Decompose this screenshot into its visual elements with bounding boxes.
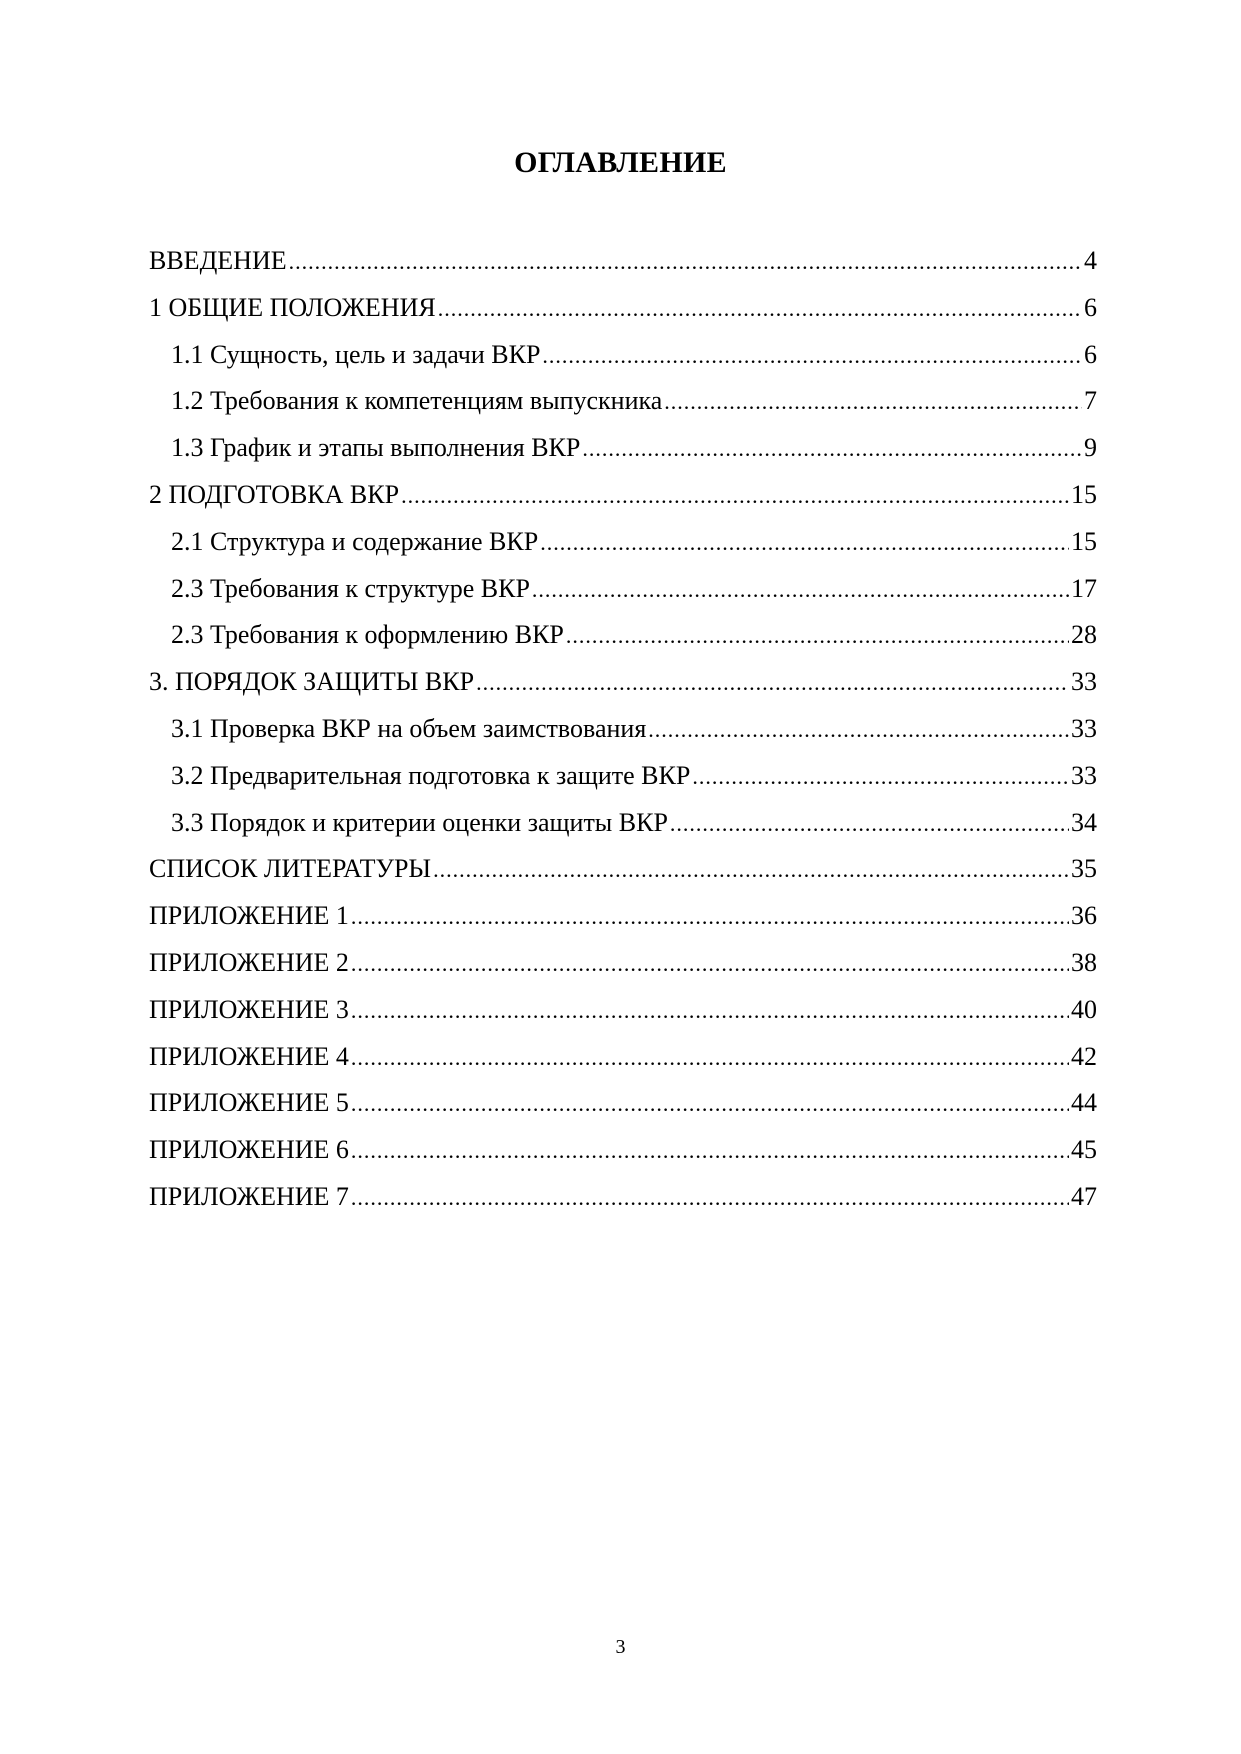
toc-dot-leader [670,801,1069,847]
toc-entry-page: 42 [1071,1041,1097,1071]
toc-entry-page: 40 [1071,994,1097,1024]
toc-entry-section-2-2[interactable] [149,566,1097,613]
page-title: ОГЛАВЛЕНИЕ [514,146,727,179]
toc-entry-page: 7 [1084,386,1097,416]
toc-dot-leader [566,613,1069,659]
toc-entry-appendix-4[interactable] [149,1034,1097,1081]
toc-entry-appendix-3[interactable] [149,987,1097,1034]
toc-entry-section-1[interactable] [149,285,1097,332]
toc-entry-label: ПРИЛОЖЕНИЕ 3 [149,994,349,1024]
toc-entry-page: 44 [1071,1088,1097,1118]
toc-entry-label: 2.3 Требования к оформлению ВКР [171,620,564,650]
toc-entry-section-1-1[interactable] [149,332,1097,379]
toc-entry-label: ПРИЛОЖЕНИЕ 7 [149,1181,349,1211]
toc-entry-page: 6 [1084,339,1097,369]
toc-dot-leader [648,707,1069,753]
toc-dot-leader [401,473,1069,519]
toc-entry-page: 4 [1084,246,1097,275]
toc-dot-leader [664,379,1082,425]
toc-dot-leader [351,1035,1069,1081]
toc-entry-appendix-6[interactable] [149,1127,1097,1174]
toc-entry-label: 3. ПОРЯДОК ЗАЩИТЫ ВКР [149,667,475,697]
page-number: 3 [615,1636,626,1658]
toc-entry-label: ПРИЛОЖЕНИЕ 4 [149,1041,349,1071]
toc-entry-appendix-5[interactable] [149,1080,1097,1127]
toc-dot-leader [351,1128,1069,1174]
toc-entry-page: 17 [1071,573,1097,603]
toc-entry-section-2-1[interactable] [149,519,1097,566]
toc-dot-leader [351,988,1069,1034]
toc-entry-page: 47 [1071,1181,1097,1211]
toc-entry-page: 35 [1071,854,1097,884]
toc-dot-leader [542,333,1082,379]
toc-dot-leader [289,239,1082,285]
toc-entry-section-1-3[interactable] [149,425,1097,472]
toc-entry-appendix-7[interactable] [149,1174,1097,1221]
toc-entry-section-3-3[interactable] [149,800,1097,847]
toc-entry-label: ПРИЛОЖЕНИЕ 2 [149,947,349,977]
toc-entry-label: 1.1 Сущность, цель и задачи ВКР [171,339,541,369]
toc-entry-label: 3.2 Предварительная подготовка к защите ВКР [171,760,691,790]
toc-entry-label: СПИСОК ЛИТЕРАТУРЫ [149,854,432,884]
toc-entry-label: 3.3 Порядок и критерии оценки защиты ВКР [171,807,668,837]
toc-entry-section-3-1[interactable] [149,706,1097,753]
toc-dot-leader [540,520,1069,566]
toc-entry-page: 36 [1071,901,1097,931]
toc-dot-leader [582,426,1082,472]
table-of-contents [149,238,1097,1221]
toc-entry-page: 33 [1071,713,1097,743]
toc-entry-label: 2.3 Требования к структуре ВКР [171,573,530,603]
toc-entry-page: 28 [1071,620,1097,650]
toc-entry-page: 45 [1071,1135,1097,1165]
toc-entry-page: 33 [1071,667,1097,697]
toc-entry-appendix-1[interactable] [149,893,1097,940]
toc-dot-leader [351,941,1069,987]
toc-entry-label: 2.1 Структура и содержание ВКР [171,526,539,556]
toc-dot-leader [532,567,1069,613]
toc-entry-label: 1.3 График и этапы выполнения ВКР [171,433,581,463]
toc-entry-label: ВВЕДЕНИЕ [149,246,287,275]
toc-entry-page: 34 [1071,807,1097,837]
toc-entry-label: ПРИЛОЖЕНИЕ 6 [149,1135,349,1165]
toc-entry-page: 38 [1071,947,1097,977]
toc-entry-page: 15 [1071,479,1097,509]
toc-entry-label: ПРИЛОЖЕНИЕ 1 [149,901,349,931]
toc-entry-label: ПРИЛОЖЕНИЕ 5 [149,1088,349,1118]
toc-entry-section-1-2[interactable] [149,378,1097,425]
toc-entry-page: 33 [1071,760,1097,790]
toc-dot-leader [351,1175,1069,1221]
toc-entry-section-2[interactable] [149,472,1097,519]
toc-dot-leader [692,754,1069,800]
toc-entry-section-3[interactable] [149,659,1097,706]
toc-entry-appendix-2[interactable] [149,940,1097,987]
toc-dot-leader [351,1081,1069,1127]
toc-entry-page: 9 [1084,433,1097,463]
toc-entry-page: 6 [1084,292,1097,322]
toc-entry-label: 1 ОБЩИЕ ПОЛОЖЕНИЯ [149,292,436,322]
toc-entry-label: 2 ПОДГОТОВКА ВКР [149,479,400,509]
toc-dot-leader [476,660,1069,706]
toc-entry-section-3-2[interactable] [149,753,1097,800]
toc-dot-leader [351,894,1069,940]
toc-entry-section-2-3[interactable] [149,612,1097,659]
toc-entry-label: 3.1 Проверка ВКР на объем заимствования [171,713,647,743]
toc-entry-references[interactable] [149,846,1097,893]
toc-entry-label: 1.2 Требования к компетенциям выпускника [171,386,663,416]
toc-entry-introduction[interactable] [149,238,1097,285]
toc-dot-leader [438,286,1082,332]
toc-entry-page: 15 [1071,526,1097,556]
toc-dot-leader [433,847,1069,893]
